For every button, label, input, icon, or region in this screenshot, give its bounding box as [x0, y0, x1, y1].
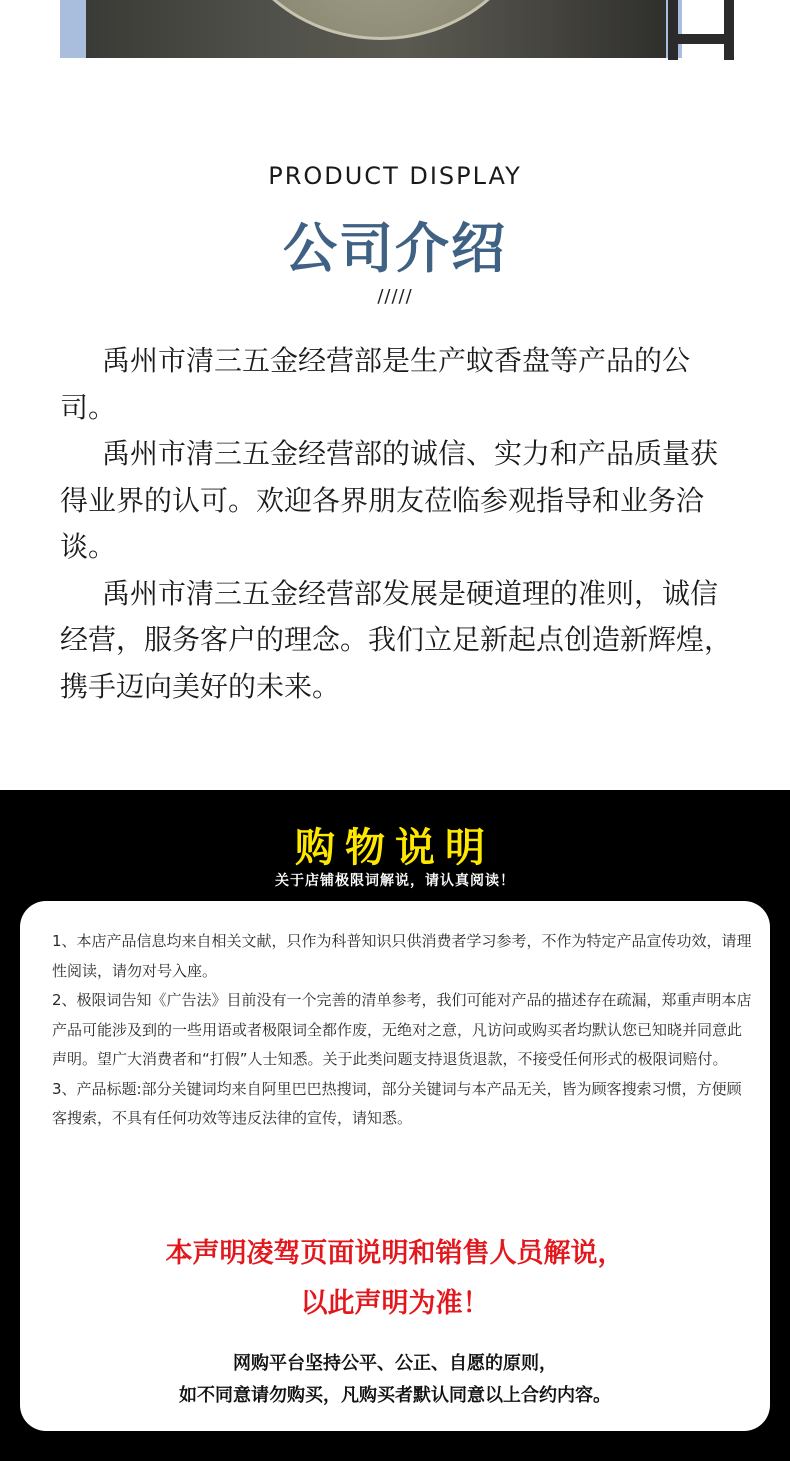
warning-line-1: 本声明凌驾页面说明和销售人员解说，: [165, 1238, 625, 1269]
intro-paragraph: 禹州市清三五金经营部是生产蚊香盘等产品的公司。: [60, 344, 691, 424]
shopping-notice-title: 购物说明: [295, 825, 495, 871]
section-heading-english: PRODUCT DISPLAY: [268, 162, 522, 190]
top-product-photo-strip: [0, 0, 790, 60]
mosquito-coil-tray-image: [221, 0, 541, 40]
product-photo: [86, 0, 666, 58]
decorative-slashes: /////: [377, 286, 413, 307]
notice-card: [20, 901, 770, 1431]
footer-line-1: 网购平台坚持公平、公正、自愿的原则，: [233, 1353, 557, 1374]
notice-list: [52, 927, 752, 1134]
warning-line-2: 以此声明为准！: [300, 1288, 490, 1319]
section-heading-chinese: 公司介绍: [283, 217, 507, 280]
company-intro-text: [60, 338, 740, 710]
notice-item: 3、产品标题:部分关键词均来自阿里巴巴热搜词，部分关键词与本产品无关，皆为顾客搜索习惯，方便顾客搜索，不具有任何功效等违反法律的宣传，请知悉。: [52, 1079, 742, 1127]
shopping-notice-subtitle: 关于店铺极限词解说，请认真阅读！: [275, 873, 515, 889]
notice-item: 2、极限词告知《广告法》目前没有一个完善的清单参考，我们可能对产品的描述存在疏漏，郑重声明本店产品可能涉及到的一些用语或者极限词全都作废，无绝对之意，凡访问或购买者均默认您已知晓并同意此声明。望广大消费者和“打假”人士知悉。关于此类问题支持退货退款，不接受任何形式的极限词赔付。: [52, 991, 752, 1068]
decorative-corner-mark: [668, 0, 734, 62]
shopping-notice-panel: [0, 790, 790, 1461]
footer-line-2: 如不同意请勿购买，凡购买者默认同意以上合约内容。: [179, 1385, 611, 1406]
notice-item: 1、本店产品信息均来自相关文献，只作为科普知识只供消费者学习参考，不作为特定产品宣传功效，请理性阅读，请勿对号入座。: [52, 932, 752, 980]
intro-paragraph: 禹州市清三五金经营部的诚信、实力和产品质量获得业界的认可。欢迎各界朋友莅临参观指导和业务洽谈。: [60, 437, 719, 563]
intro-paragraph: 禹州市清三五金经营部发展是硬道理的准则，诚信经营，服务客户的理念。我们立足新起点创造新辉煌，携手迈向美好的未来。: [60, 576, 733, 703]
blue-frame-left: [60, 0, 86, 58]
